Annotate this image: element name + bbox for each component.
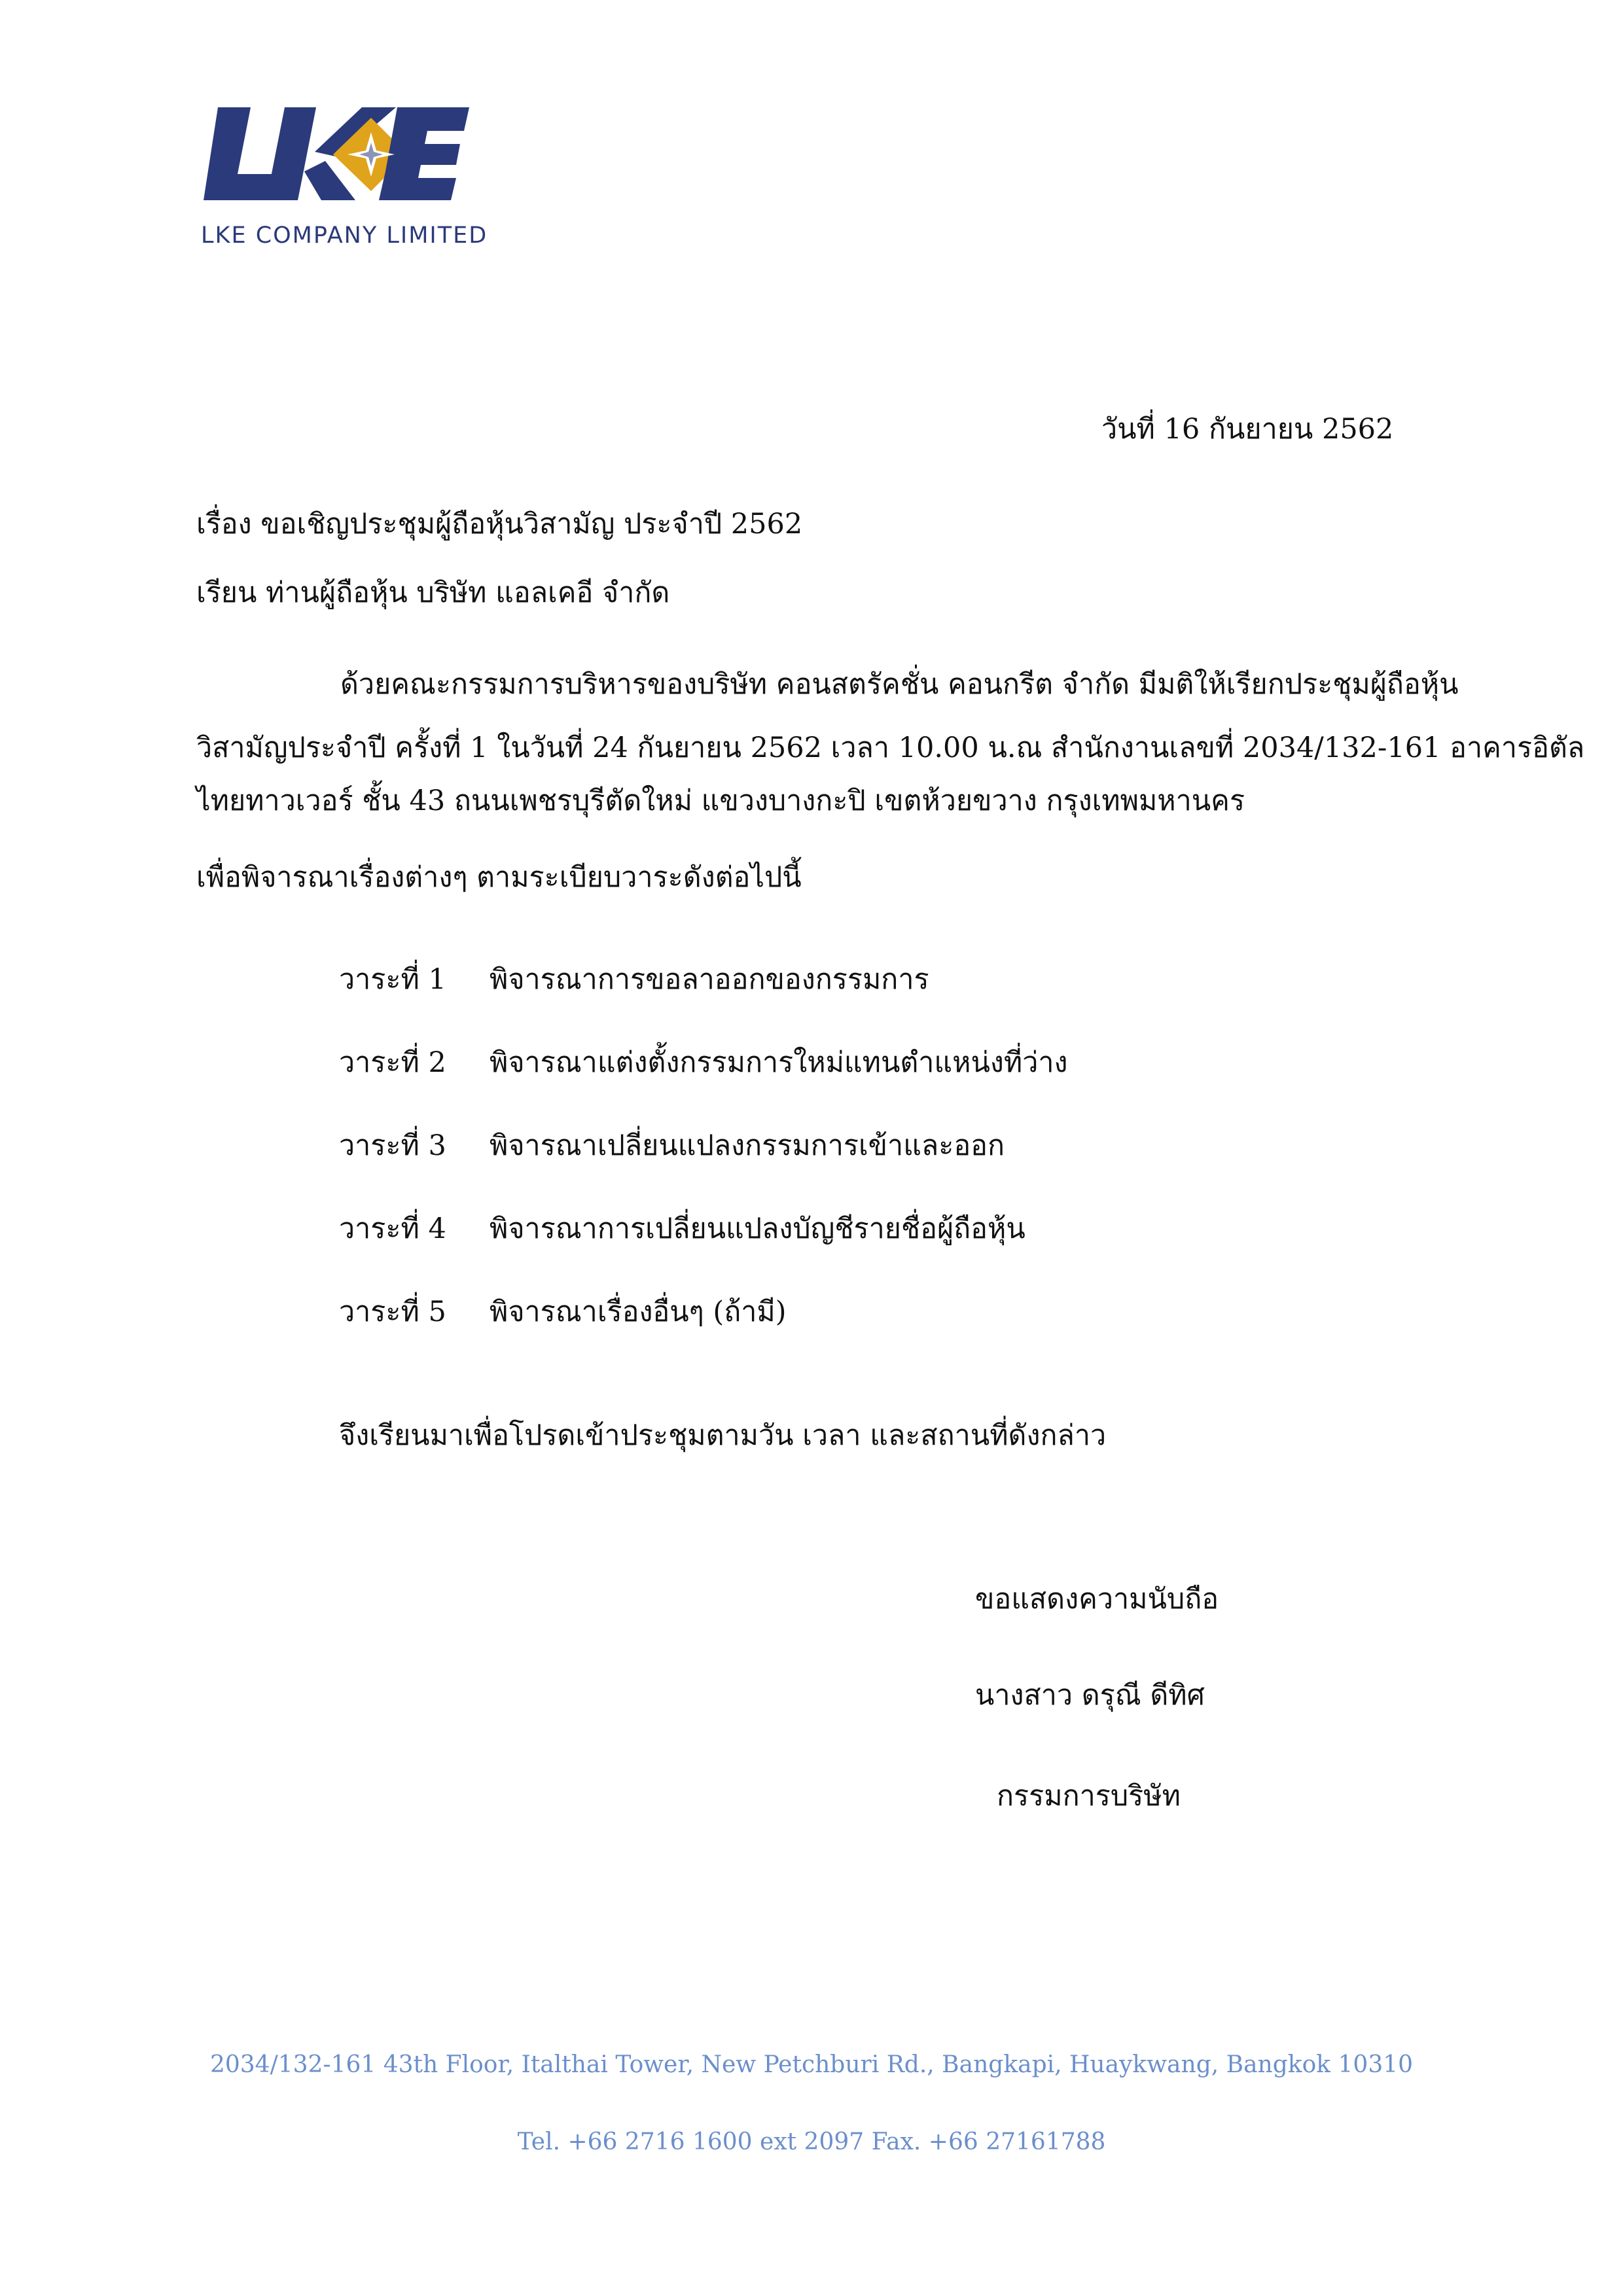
- agenda-title: พิจารณาการขอลาออกของกรรมการ: [490, 963, 929, 996]
- body-line: เพื่อพิจารณาเรื่องต่างๆ ตามระเบียบวาระดังต่อไปนี้: [196, 861, 802, 894]
- agenda-title: พิจารณาแต่งตั้งกรรมการใหม่แทนตำแหน่งที่ว่าง: [490, 1046, 1068, 1079]
- body-line: ไทยทาวเวอร์ ชั้น 43 ถนนเพชรบุรีตัดใหม่ แขวงบางกะปิ เขตห้วยขวาง กรุงเทพมหานคร: [196, 785, 1245, 817]
- agenda-number: วาระที่ 2: [339, 1046, 446, 1079]
- footer-address: 2034/132-161 43th Floor, Italthai Tower, New Petchburi Rd., Bangkapi, Huaykwang, Bangkok 10310: [209, 2051, 1414, 2078]
- agenda-title: พิจารณาการเปลี่ยนแปลงบัญชีรายชื่อผู้ถือหุ้น: [490, 1212, 1026, 1245]
- agenda-number: วาระที่ 4: [339, 1212, 446, 1245]
- letter-date: วันที่ 16 กันยายน 2562: [1101, 413, 1394, 446]
- agenda-number: วาระที่ 5: [339, 1296, 446, 1328]
- lke-logo-mark: [200, 103, 474, 215]
- signoff: ขอแสดงความนับถือ: [975, 1583, 1219, 1616]
- closing-line: จึงเรียนมาเพื่อโปรดเข้าประชุมตามวัน เวลา และสถานที่ดังกล่าว: [339, 1419, 1107, 1452]
- body-line: ด้วยคณะกรรมการบริหารของบริษัท คอนสตรัคชั่น คอนกรีต จำกัด มีมติให้เรียกประชุมผู้ถือหุ้น: [340, 668, 1459, 701]
- agenda-number: วาระที่ 3: [339, 1129, 446, 1162]
- agenda-title: พิจารณาเปลี่ยนแปลงกรรมการเข้าและออก: [490, 1129, 1005, 1162]
- letter-recipient: เรียน ท่านผู้ถือหุ้น บริษัท แอลเคอี จำกัด: [196, 576, 670, 609]
- agenda-title: พิจารณาเรื่องอื่นๆ (ถ้ามี): [490, 1296, 787, 1328]
- body-line: วิสามัญประจำปี ครั้งที่ 1 ในวันที่ 24 กันยายน 2562 เวลา 10.00 น.ณ สำนักงานเลขที่ 2034/132-161 อาคารอิตัล: [196, 732, 1585, 764]
- footer-contact: Tel. +66 2716 1600 ext 2097 Fax. +66 27161788: [517, 2128, 1106, 2155]
- agenda-number: วาระที่ 1: [339, 963, 446, 996]
- company-name: LKE COMPANY LIMITED: [201, 222, 488, 249]
- signer-title: กรรมการบริษัท: [997, 1780, 1181, 1812]
- signer-name: นางสาว ดรุณี ดีทิศ: [975, 1679, 1205, 1712]
- company-logo: [200, 103, 488, 260]
- letter-subject: เรื่อง ขอเชิญประชุมผู้ถือหุ้นวิสามัญ ประจำปี 2562: [196, 508, 803, 540]
